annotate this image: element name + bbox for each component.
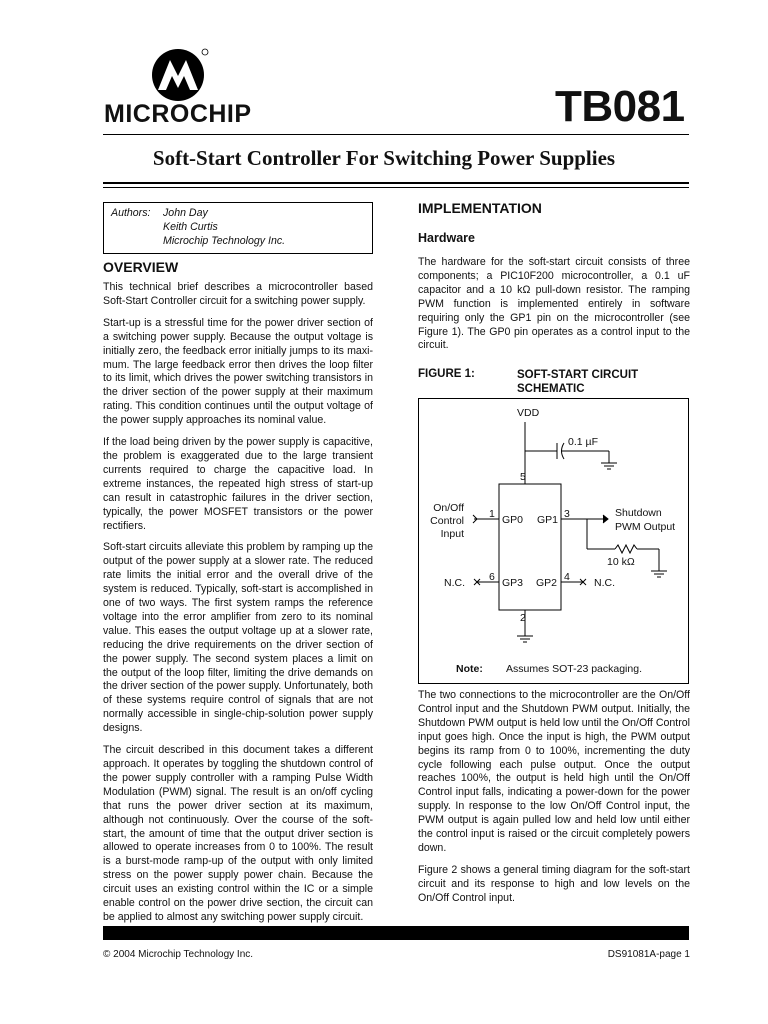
pin-number: 6 xyxy=(489,571,495,583)
pin-number: 3 xyxy=(564,508,570,520)
output-label-line: Shutdown xyxy=(615,507,662,519)
pin-name-gp2: GP2 xyxy=(536,577,558,589)
output-label-line: PWM Output xyxy=(615,521,676,533)
nc-label-right: N.C. xyxy=(594,577,615,589)
paragraph: The circuit described in this document takes a different approach. It operates by toggling the shutdown control of the power supply controller with a ramping Pulse Width Modulation (PWM) signal. The result is an on/off cycling that runs the power driver section at its maximum, although not continuously. Over the course of the soft-start, the amount of time that the output driver section is allowed to operate increases from 0 to 100%. The result is a burst-mode ramp-up of the output with only limited stress on the power supply power chain. Because the circuit uses an existing control within the IC or a simple enable control on the power drive section, the circuit can be applied to almost any switching power supply circuit. xyxy=(103,744,373,923)
resistor-label: 10 kΩ xyxy=(607,556,635,568)
note-label: Note: xyxy=(456,663,483,675)
connections-body xyxy=(418,689,690,914)
schematic-figure xyxy=(418,398,689,684)
pin-number: 4 xyxy=(564,571,570,583)
paragraph: The two connections to the microcontroller are the On/Off Control input and the Shutdown PWM output. Initially, the Shutdown PWM output is held low until the On/Off Control input goes high. Once the input is high, the PWM output begins its ramp from 0 to 100%, incrementing the duty cycle following each pulse output. Once the output reaches 100%, the output is held high until the On/Off Control input falls, indicating a power-down for the power supply. In response to the low On/Off Control input, the PWM output is again pulled low and held low until either the control input is raised or the circuit completely powers down. xyxy=(418,689,690,854)
pin-number: 5 xyxy=(520,471,526,483)
pin-name-gp1: GP1 xyxy=(537,514,559,526)
paragraph: The hardware for the soft-start circuit consists of three components; a PIC10F200 microcontroller, a 0.1 uF capacitor and a 10 kΩ pull-down resistor. The ramping PWM function is implemented entirely in software requiring only the GP1 pin on the microcontroller (see Figure 1). The GP0 pin operates as a control input to the circuit. xyxy=(418,256,690,352)
author-name: John Day xyxy=(163,207,208,219)
paragraph: Start-up is a stressful time for the power driver section of a switching power supply. Because the output voltage is initially zero, the feedback error initially jumps to its maxi-mum. The large feedback error then drives the loop filter to its limit, which drives the power switching transistors in the driver section of the power supply at their maximum rating. This condition continues until the output voltage of the power supply approaches its nominal value. xyxy=(103,316,373,427)
input-label-line: Input xyxy=(440,528,464,540)
subsection-heading-hardware: Hardware xyxy=(418,231,475,245)
author-name: Keith Curtis xyxy=(163,221,218,233)
company-name: MICROCHIP xyxy=(104,100,252,128)
title-rule xyxy=(103,182,689,184)
page-title: Soft-Start Controller For Switching Power Supplies xyxy=(152,146,616,170)
overview-body xyxy=(103,281,373,933)
input-label-line: Control xyxy=(430,515,464,527)
paragraph: If the load being driven by the power supply is capacitive, the problem is exaggerated due to the large transient currents required to charge the capacitive load. In extreme instances, the repeated high stress of start-up can result in catastrophic failures in the driver section, typically, the power MOSFET transistors or the power rectifiers. xyxy=(103,436,373,532)
vdd-label: VDD xyxy=(517,407,540,419)
pin-name-gp0: GP0 xyxy=(502,514,524,526)
paragraph: This technical brief describes a microcontroller based Soft-Start Controller circuit for a switching power supply. xyxy=(103,281,373,307)
author-affiliation: Microchip Technology Inc. xyxy=(163,235,286,247)
copyright-text: © 2004 Microchip Technology Inc. xyxy=(103,949,254,960)
nc-label-left: N.C. xyxy=(444,577,465,589)
header-rule xyxy=(103,134,689,135)
pin-name-gp3: GP3 xyxy=(502,577,524,589)
hardware-body xyxy=(418,256,690,361)
microchip-logo-icon xyxy=(148,46,210,102)
authors-label: Authors: xyxy=(111,207,151,219)
note-text: Assumes SOT-23 packaging. xyxy=(506,663,642,675)
title-rule-lower xyxy=(103,187,689,188)
document-number: TB081 xyxy=(555,82,685,131)
footer-bar xyxy=(103,926,689,940)
schematic-diagram xyxy=(419,399,688,683)
pin-number: 1 xyxy=(489,508,495,520)
authors-box xyxy=(103,202,373,254)
figure-title: SOFT-START CIRCUIT SCHEMATIC xyxy=(517,369,639,395)
paragraph: Soft-start circuits alleviate this problem by ramping up the output of the power supply at a slower rate. The reduced rate limits the initial error and the overall drive of the system is reduced. Typically, soft-start is accomplished in one of two ways. The first system ramps the reference voltage into the error amplifier from zero to its nominal value. This eases the output voltage up at a slower rate, reducing the drive requirements on the driver section of the power supply. The second system places a limit on the output of the loop filter, limiting the drive demands on the driver section of the power supply. Unfortunately, both of these systems require control of signals that are not normally accessible in single-chip-solution power supply designs. xyxy=(103,541,373,735)
pin-number: 2 xyxy=(520,612,526,624)
section-heading-overview: OVERVIEW xyxy=(103,259,179,275)
paragraph: Figure 2 shows a general timing diagram for the soft-start circuit and its response to high and low levels on the On/Off Control input. xyxy=(418,863,690,904)
section-heading-implementation: IMPLEMENTATION xyxy=(418,200,542,216)
page-number: DS91081A-page 1 xyxy=(607,949,690,960)
capacitor-label: 0.1 µF xyxy=(568,436,598,448)
figure-label: FIGURE 1: xyxy=(418,368,475,380)
input-label-line: On/Off xyxy=(433,502,464,514)
